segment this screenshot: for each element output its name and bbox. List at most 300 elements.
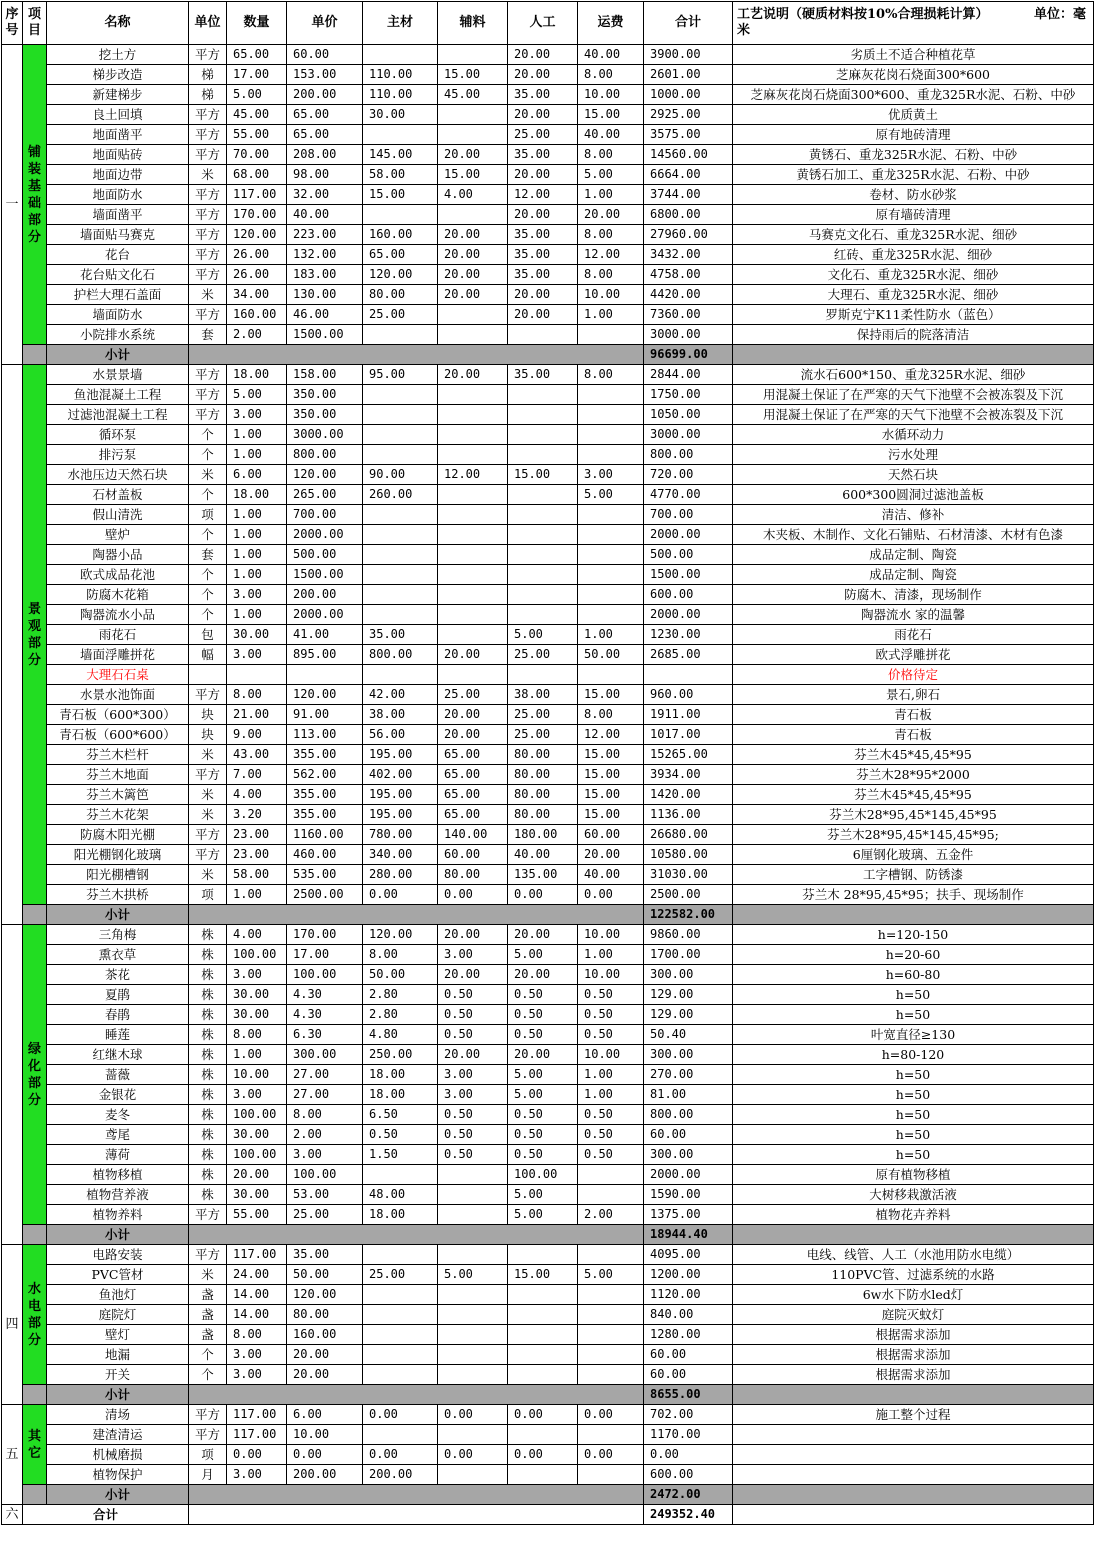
item-freight: 8.00 (578, 225, 644, 245)
item-qty: 30.00 (227, 1125, 287, 1145)
item-price: 895.00 (287, 645, 363, 665)
item-total: 300.00 (644, 1145, 733, 1165)
table-row (2, 1405, 1094, 1425)
item-unit: 株 (189, 1005, 227, 1025)
item-labor: 25.00 (508, 125, 578, 145)
subtotal-value: 2472.00 (644, 1485, 733, 1505)
item-unit: 项 (189, 505, 227, 525)
item-qty: 8.00 (227, 1025, 287, 1045)
item-unit: 个 (189, 525, 227, 545)
item-main-material: 120.00 (363, 265, 438, 285)
table-row (2, 385, 1094, 405)
table-row (2, 65, 1094, 85)
item-freight: 15.00 (578, 765, 644, 785)
grand-total-label: 合计 (23, 1505, 189, 1525)
table-row (2, 465, 1094, 485)
item-freight: 15.00 (578, 745, 644, 765)
item-aux-material: 20.00 (438, 265, 508, 285)
item-unit: 平方 (189, 845, 227, 865)
item-name: 开关 (47, 1365, 189, 1385)
item-main-material: 35.00 (363, 625, 438, 645)
item-price: 98.00 (287, 165, 363, 185)
item-description: 芝麻灰花岗石烧面300*600、重龙325R水泥、石粉、中砂 (733, 85, 1094, 105)
table-row (2, 1125, 1094, 1145)
item-aux-material (438, 545, 508, 565)
subtotal-value: 18944.40 (644, 1225, 733, 1245)
item-labor: 80.00 (508, 765, 578, 785)
item-description: 芬兰木28*95*2000 (733, 765, 1094, 785)
item-aux-material: 3.00 (438, 1085, 508, 1105)
item-price: 265.00 (287, 485, 363, 505)
header-row (2, 2, 1094, 45)
item-aux-material: 0.50 (438, 1105, 508, 1125)
table-row (2, 1265, 1094, 1285)
item-price: 8.00 (287, 1105, 363, 1125)
header-aux-material: 辅料 (438, 2, 508, 45)
table-row (2, 1065, 1094, 1085)
item-main-material (363, 1305, 438, 1325)
item-unit: 平方 (189, 1405, 227, 1425)
item-labor: 80.00 (508, 785, 578, 805)
item-description: 芬兰木28*95,45*145,45*95; (733, 825, 1094, 845)
section-seq: 一 (2, 45, 23, 365)
item-total: 270.00 (644, 1065, 733, 1085)
item-qty: 18.00 (227, 365, 287, 385)
item-qty: 45.00 (227, 105, 287, 125)
item-unit (189, 665, 227, 685)
table-row (2, 565, 1094, 585)
item-qty: 20.00 (227, 1165, 287, 1185)
item-main-material: 15.00 (363, 185, 438, 205)
item-unit: 块 (189, 725, 227, 745)
subtotal-label: 小计 (47, 345, 189, 365)
item-name: 地面防水 (47, 185, 189, 205)
item-description: 芬兰木28*95,45*145,45*95 (733, 805, 1094, 825)
item-qty: 23.00 (227, 845, 287, 865)
item-unit: 平方 (189, 765, 227, 785)
item-main-material: 56.00 (363, 725, 438, 745)
item-labor (508, 445, 578, 465)
table-row (2, 125, 1094, 145)
subtotal-label: 小计 (47, 1385, 189, 1405)
table-row (2, 1305, 1094, 1325)
item-total: 1500.00 (644, 565, 733, 585)
item-qty: 1.00 (227, 1045, 287, 1065)
header-name: 名称 (47, 2, 189, 45)
item-aux-material: 0.50 (438, 985, 508, 1005)
item-labor (508, 485, 578, 505)
table-row (2, 725, 1094, 745)
item-unit: 块 (189, 705, 227, 725)
item-total: 3432.00 (644, 245, 733, 265)
item-labor: 5.00 (508, 1205, 578, 1225)
item-price: 223.00 (287, 225, 363, 245)
item-qty: 100.00 (227, 945, 287, 965)
table-row (2, 505, 1094, 525)
item-freight (578, 605, 644, 625)
item-total: 4420.00 (644, 285, 733, 305)
table-row (2, 445, 1094, 465)
header-labor: 人工 (508, 2, 578, 45)
item-aux-material (438, 1285, 508, 1305)
item-total: 1000.00 (644, 85, 733, 105)
header-project: 项目 (23, 2, 47, 45)
item-description: 罗斯克宁K11柔性防水（蓝色） (733, 305, 1094, 325)
item-unit: 套 (189, 325, 227, 345)
item-total: 0.00 (644, 1445, 733, 1465)
item-price: 32.00 (287, 185, 363, 205)
subtotal-row (2, 905, 1094, 925)
item-price: 65.00 (287, 125, 363, 145)
item-labor: 180.00 (508, 825, 578, 845)
item-aux-material (438, 305, 508, 325)
item-main-material: 250.00 (363, 1045, 438, 1065)
item-main-material (363, 1325, 438, 1345)
section-seq: 五 (2, 1405, 23, 1505)
item-main-material: 200.00 (363, 1465, 438, 1485)
item-name: 水景景墙 (47, 365, 189, 385)
item-price: 700.00 (287, 505, 363, 525)
item-main-material: 50.00 (363, 965, 438, 985)
item-labor: 12.00 (508, 185, 578, 205)
item-name: 地面贴砖 (47, 145, 189, 165)
item-labor (508, 1345, 578, 1365)
item-description: 天然石块 (733, 465, 1094, 485)
item-qty: 68.00 (227, 165, 287, 185)
table-row (2, 85, 1094, 105)
section-name-label: 景观部分 (27, 601, 41, 668)
table-row (2, 585, 1094, 605)
item-unit: 幅 (189, 645, 227, 665)
section-seq (2, 365, 23, 925)
item-total: 1700.00 (644, 945, 733, 965)
item-qty: 18.00 (227, 485, 287, 505)
item-labor: 0.50 (508, 1145, 578, 1165)
item-freight: 1.00 (578, 625, 644, 645)
item-freight: 0.50 (578, 985, 644, 1005)
item-name: 墙面防水 (47, 305, 189, 325)
item-total: 50.40 (644, 1025, 733, 1045)
item-freight (578, 1305, 644, 1325)
table-row (2, 325, 1094, 345)
item-qty: 14.00 (227, 1285, 287, 1305)
table-row (2, 405, 1094, 425)
item-qty: 6.00 (227, 465, 287, 485)
item-main-material: 18.00 (363, 1205, 438, 1225)
item-total: 31030.00 (644, 865, 733, 885)
item-price: 562.00 (287, 765, 363, 785)
item-unit: 平方 (189, 245, 227, 265)
item-freight (578, 585, 644, 605)
table-row (2, 425, 1094, 445)
item-aux-material: 20.00 (438, 145, 508, 165)
item-aux-material (438, 1205, 508, 1225)
table-row (2, 545, 1094, 565)
table-row (2, 145, 1094, 165)
item-labor: 25.00 (508, 645, 578, 665)
item-freight (578, 405, 644, 425)
item-total: 2685.00 (644, 645, 733, 665)
item-main-material: 402.00 (363, 765, 438, 785)
subtotal-desc-blank (733, 905, 1094, 925)
item-price: 10.00 (287, 1425, 363, 1445)
item-unit: 平方 (189, 405, 227, 425)
item-labor: 80.00 (508, 805, 578, 825)
item-unit: 平方 (189, 205, 227, 225)
item-price: 120.00 (287, 685, 363, 705)
item-description: 青石板 (733, 725, 1094, 745)
subtotal-value: 8655.00 (644, 1385, 733, 1405)
item-qty: 8.00 (227, 1325, 287, 1345)
item-freight: 1.00 (578, 1085, 644, 1105)
item-description: 根据需求添加 (733, 1345, 1094, 1365)
item-aux-material: 4.00 (438, 185, 508, 205)
item-main-material: 120.00 (363, 925, 438, 945)
item-description: 清洁、修补 (733, 505, 1094, 525)
table-row (2, 1365, 1094, 1385)
item-name: 墙面贴马赛克 (47, 225, 189, 245)
item-name: 阳光棚槽钢 (47, 865, 189, 885)
table-row (2, 945, 1094, 965)
item-freight (578, 385, 644, 405)
item-unit: 平方 (189, 225, 227, 245)
item-total: 1750.00 (644, 385, 733, 405)
item-main-material: 65.00 (363, 245, 438, 265)
table-row (2, 625, 1094, 645)
item-aux-material (438, 405, 508, 425)
item-unit: 盏 (189, 1325, 227, 1345)
item-aux-material: 3.00 (438, 945, 508, 965)
item-description: 黄锈石、重龙325R水泥、石粉、中砂 (733, 145, 1094, 165)
item-main-material: 0.00 (363, 885, 438, 905)
item-unit: 株 (189, 1085, 227, 1105)
item-unit: 株 (189, 1045, 227, 1065)
item-freight (578, 425, 644, 445)
item-aux-material: 20.00 (438, 925, 508, 945)
item-qty: 1.00 (227, 605, 287, 625)
subtotal-desc-blank (733, 345, 1094, 365)
item-freight: 20.00 (578, 205, 644, 225)
item-qty: 43.00 (227, 745, 287, 765)
item-freight (578, 1365, 644, 1385)
table-row (2, 1105, 1094, 1125)
item-description: 6厘钢化玻璃、五金件 (733, 845, 1094, 865)
item-labor: 20.00 (508, 205, 578, 225)
item-unit: 株 (189, 1105, 227, 1125)
subtotal-row (2, 1485, 1094, 1505)
item-freight: 8.00 (578, 265, 644, 285)
item-name: 鸢尾 (47, 1125, 189, 1145)
item-total: 129.00 (644, 985, 733, 1005)
item-main-material (363, 385, 438, 405)
item-labor: 20.00 (508, 305, 578, 325)
item-description: 芬兰木45*45,45*95 (733, 785, 1094, 805)
grand-total-seq: 六 (2, 1505, 23, 1525)
item-unit: 套 (189, 545, 227, 565)
item-qty: 170.00 (227, 205, 287, 225)
item-name: 壁灯 (47, 1325, 189, 1345)
item-aux-material (438, 665, 508, 685)
subtotal-blank (189, 1225, 644, 1245)
table-row (2, 1025, 1094, 1045)
item-freight (578, 1285, 644, 1305)
item-unit: 个 (189, 585, 227, 605)
table-row (2, 1425, 1094, 1445)
table-row (2, 825, 1094, 845)
item-price: 208.00 (287, 145, 363, 165)
item-main-material (363, 605, 438, 625)
item-price: 132.00 (287, 245, 363, 265)
table-row (2, 785, 1094, 805)
table-body (2, 45, 1094, 1525)
item-description: 电线、线管、人工（水池用防水电缆） (733, 1245, 1094, 1265)
item-price: 300.00 (287, 1045, 363, 1065)
item-aux-material (438, 1425, 508, 1445)
item-freight: 0.50 (578, 1145, 644, 1165)
section-name-tail (23, 905, 47, 925)
table-row (2, 1325, 1094, 1345)
item-aux-material: 20.00 (438, 365, 508, 385)
item-labor: 5.00 (508, 625, 578, 645)
table-row (2, 665, 1094, 685)
item-price: 20.00 (287, 1365, 363, 1385)
item-description: h=20-60 (733, 945, 1094, 965)
item-price: 60.00 (287, 45, 363, 65)
item-qty: 3.00 (227, 1465, 287, 1485)
item-price: 35.00 (287, 1245, 363, 1265)
item-name: 金银花 (47, 1085, 189, 1105)
item-price: 27.00 (287, 1065, 363, 1085)
item-total: 14560.00 (644, 145, 733, 165)
item-description: 原有地砖清理 (733, 125, 1094, 145)
item-main-material (363, 1345, 438, 1365)
item-main-material (363, 585, 438, 605)
item-name: 水池压边天然石块 (47, 465, 189, 485)
item-freight (578, 565, 644, 585)
item-aux-material: 45.00 (438, 85, 508, 105)
item-main-material: 145.00 (363, 145, 438, 165)
item-unit: 平方 (189, 45, 227, 65)
item-unit: 个 (189, 565, 227, 585)
table-row (2, 165, 1094, 185)
item-name: 陶器流水小品 (47, 605, 189, 625)
item-description: 施工整个过程 (733, 1405, 1094, 1425)
table-row (2, 805, 1094, 825)
item-aux-material: 12.00 (438, 465, 508, 485)
item-freight: 1.00 (578, 1065, 644, 1085)
table-row (2, 1205, 1094, 1225)
item-labor (508, 1325, 578, 1345)
item-description: h=50 (733, 985, 1094, 1005)
item-freight: 10.00 (578, 85, 644, 105)
table-row (2, 1245, 1094, 1265)
item-unit: 平方 (189, 1425, 227, 1445)
item-qty: 5.00 (227, 85, 287, 105)
item-freight: 15.00 (578, 785, 644, 805)
item-main-material (363, 525, 438, 545)
item-description: 青石板 (733, 705, 1094, 725)
item-qty: 1.00 (227, 545, 287, 565)
section-name-label: 其它 (27, 1428, 41, 1461)
item-freight: 5.00 (578, 485, 644, 505)
item-main-material (363, 125, 438, 145)
subtotal-row (2, 1385, 1094, 1405)
item-freight: 10.00 (578, 925, 644, 945)
table-row (2, 205, 1094, 225)
item-qty: 1.00 (227, 445, 287, 465)
item-qty: 30.00 (227, 1185, 287, 1205)
item-main-material (363, 325, 438, 345)
item-name: 庭院灯 (47, 1305, 189, 1325)
item-unit: 项 (189, 885, 227, 905)
item-price: 0.00 (287, 1445, 363, 1465)
item-price: 100.00 (287, 965, 363, 985)
item-unit: 个 (189, 605, 227, 625)
item-labor: 35.00 (508, 85, 578, 105)
table-row (2, 1465, 1094, 1485)
table-row (2, 1085, 1094, 1105)
item-aux-material (438, 45, 508, 65)
item-main-material: 6.50 (363, 1105, 438, 1125)
item-labor: 0.50 (508, 1005, 578, 1025)
item-main-material: 110.00 (363, 85, 438, 105)
item-labor: 135.00 (508, 865, 578, 885)
item-name: 良土回填 (47, 105, 189, 125)
item-name: 墙面凿平 (47, 205, 189, 225)
item-total: 3900.00 (644, 45, 733, 65)
item-main-material (363, 1165, 438, 1185)
item-total: 800.00 (644, 445, 733, 465)
item-name: 机械磨损 (47, 1445, 189, 1465)
item-main-material: 780.00 (363, 825, 438, 845)
item-qty: 58.00 (227, 865, 287, 885)
item-name: 防腐木花箱 (47, 585, 189, 605)
item-freight: 0.50 (578, 1105, 644, 1125)
subtotal-row (2, 1225, 1094, 1245)
item-description: 保持雨后的院落清洁 (733, 325, 1094, 345)
item-labor: 0.00 (508, 1405, 578, 1425)
item-freight: 8.00 (578, 65, 644, 85)
item-freight: 15.00 (578, 805, 644, 825)
item-labor: 20.00 (508, 165, 578, 185)
header-main-material: 主材 (363, 2, 438, 45)
item-price: 800.00 (287, 445, 363, 465)
item-qty: 1.00 (227, 505, 287, 525)
item-total: 9860.00 (644, 925, 733, 945)
item-total: 3934.00 (644, 765, 733, 785)
item-labor: 20.00 (508, 965, 578, 985)
item-name: 地漏 (47, 1345, 189, 1365)
item-freight: 60.00 (578, 825, 644, 845)
header-unit: 单位 (189, 2, 227, 45)
item-labor: 100.00 (508, 1165, 578, 1185)
item-price: 1500.00 (287, 325, 363, 345)
item-total: 3000.00 (644, 425, 733, 445)
item-main-material: 2.80 (363, 1005, 438, 1025)
item-main-material: 30.00 (363, 105, 438, 125)
section-name (23, 365, 47, 905)
item-total: 4770.00 (644, 485, 733, 505)
item-main-material: 18.00 (363, 1085, 438, 1105)
item-total: 1200.00 (644, 1265, 733, 1285)
item-unit: 个 (189, 445, 227, 465)
table-row (2, 645, 1094, 665)
item-main-material: 18.00 (363, 1065, 438, 1085)
item-total: 300.00 (644, 965, 733, 985)
item-description: 芬兰木45*45,45*95 (733, 745, 1094, 765)
item-qty: 3.20 (227, 805, 287, 825)
item-labor: 5.00 (508, 1085, 578, 1105)
